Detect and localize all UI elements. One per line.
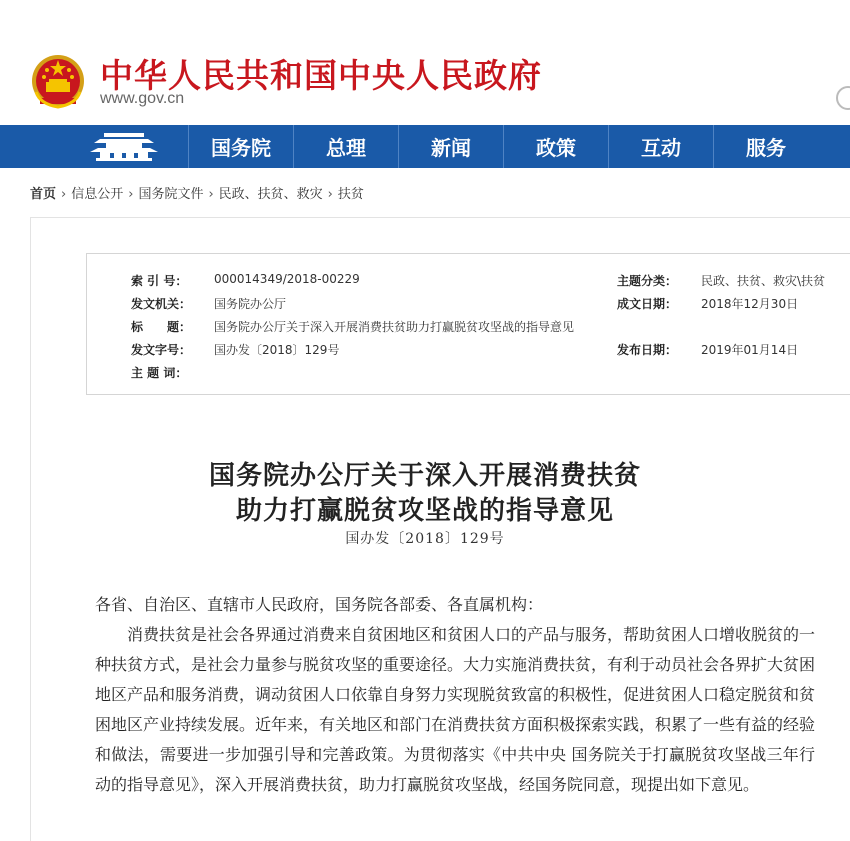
breadcrumb-separator: ›: [327, 187, 333, 202]
article-greeting: 各省、自治区、直辖市人民政府，国务院各部委、各直属机构：: [95, 595, 544, 614]
site-header: [0, 0, 850, 125]
breadcrumb-info-public[interactable]: 信息公开: [71, 187, 124, 202]
issuer-label: 发文机关：: [131, 297, 192, 311]
breadcrumb-civil-affairs[interactable]: 民政、扶贫、救灾: [218, 187, 323, 202]
breadcrumb-separator: ›: [208, 187, 214, 202]
breadcrumb: [30, 183, 364, 202]
nav-item-state-council[interactable]: 国务院: [188, 125, 293, 168]
index-label: 索 引 号：: [131, 274, 188, 288]
title-value: 国务院办公厅关于深入开展消费扶贫助力打赢脱贫攻坚战的指导意见: [214, 320, 575, 334]
created-date-label: 成文日期：: [617, 297, 678, 311]
category-value: 民政、扶贫、救灾\扶贫: [701, 274, 826, 288]
doc-number-value: 国办发〔2018〕129号: [214, 343, 340, 357]
nav-item-services[interactable]: 服务: [713, 125, 818, 168]
publish-date-label: 发布日期：: [617, 343, 678, 357]
breadcrumb-poverty[interactable]: 扶贫: [337, 187, 364, 202]
keywords-label: 主 题 词：: [131, 366, 188, 380]
article-doc-number: 国办发〔2018〕129号: [345, 531, 505, 547]
breadcrumb-state-council-docs[interactable]: 国务院文件: [138, 187, 204, 202]
search-icon[interactable]: [836, 86, 850, 110]
article-paragraph: 消费扶贫是社会各界通过消费来自贫困地区和贫困人口的产品与服务，帮助贫困人口增收脱贫的一种扶贫方式，是社会力量参与脱贫攻坚的重要途径。大力实施消费扶贫，有利于动员社会各界扩大贫困地区产品和服务消费，调动贫困人口依靠自身努力实现脱贫致富的积极性，促进贫困人口稳定脱贫和贫困地区产业持续发展。近年来，有关地区和部门在消费扶贫方面积极探索实践，积累了一些有益的经验和做法，需要进一步加强引导和完善政策。为贯彻落实《中共中央 国务院关于打赢脱贫攻坚战三年行动的指导意见》，深入开展消费扶贫，助力打赢脱贫攻坚战，经国务院同意，现提出如下意见。: [95, 625, 816, 794]
site-url[interactable]: www.gov.cn: [100, 90, 185, 107]
tiananmen-icon: [0, 125, 188, 168]
main-nav: [0, 125, 850, 168]
index-value: 000014349/2018-00229: [214, 272, 360, 286]
breadcrumb-separator: ›: [128, 187, 134, 202]
nav-item-premier[interactable]: 总理: [293, 125, 398, 168]
article-title-line-1: 国务院办公厅关于深入开展消费扶贫: [208, 461, 641, 491]
breadcrumb-home[interactable]: 首页: [30, 187, 57, 202]
title-label: 标 题：: [131, 320, 192, 334]
site-title[interactable]: 中华人民共和国中央人民政府: [100, 56, 542, 95]
doc-number-label: 发文字号：: [131, 343, 192, 357]
issuer-value: 国务院办公厅: [214, 297, 287, 311]
nav-home-logo[interactable]: [0, 125, 188, 168]
document-metadata: [86, 253, 850, 395]
breadcrumb-separator: ›: [61, 187, 67, 202]
category-label: 主题分类：: [617, 274, 678, 288]
created-date-value: 2018年12月30日: [701, 297, 799, 311]
nav-item-policies[interactable]: 政策: [503, 125, 608, 168]
nav-item-interaction[interactable]: 互动: [608, 125, 713, 168]
publish-date-value: 2019年01月14日: [701, 343, 799, 357]
article-title-line-2: 助力打赢脱贫攻坚战的指导意见: [235, 496, 614, 526]
nav-item-news[interactable]: 新闻: [398, 125, 503, 168]
national-emblem-icon[interactable]: [30, 52, 86, 110]
